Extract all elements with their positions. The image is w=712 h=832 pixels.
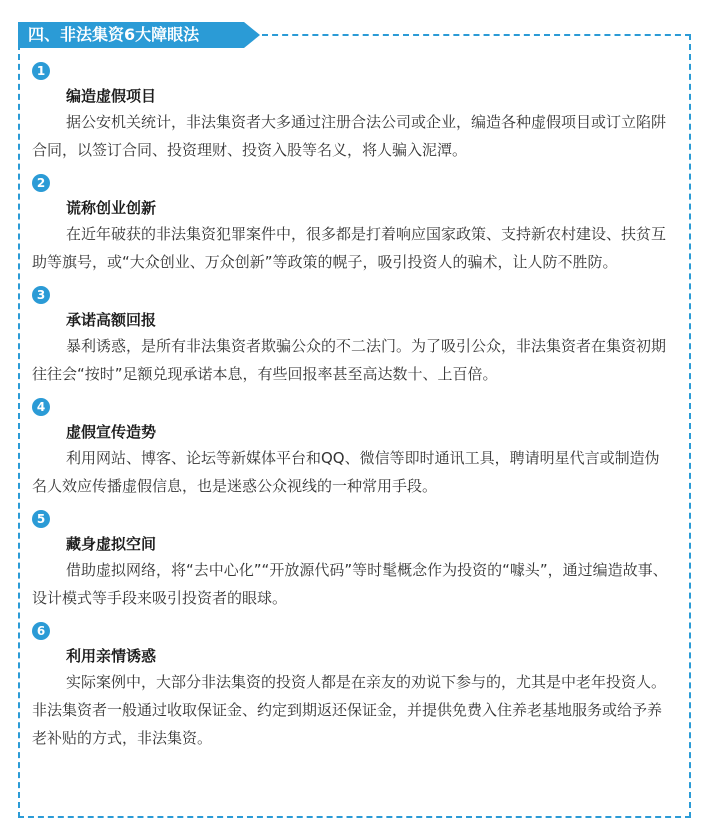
item-title: 虚假宣传造势 [66, 423, 157, 441]
section-heading: 四、非法集资6大障眼法 [18, 22, 244, 48]
item-body: 在近年破获的非法集资犯罪案件中，很多都是打着响应国家政策、支持新农村建设、扶贫互助等旗号，或“大众创业、万众创新”等政策的幌子，吸引投资人的骗术，让人防不胜防。 [32, 225, 667, 271]
item-body: 据公安机关统计，非法集资者大多通过注册合法公司或企业，编造各种虚假项目或订立陷阱合同，以签订合同、投资理财、投资入股等名义，将人骗入泥潭。 [32, 113, 667, 159]
item-title: 编造虚假项目 [66, 87, 157, 105]
item-6 [32, 622, 672, 752]
number-badge: 2 [32, 174, 50, 192]
heading-arrow [244, 22, 260, 48]
item-2 [32, 174, 672, 276]
top-dashed-line [262, 34, 691, 36]
item-body: 实际案例中，大部分非法集资的投资人都是在亲友的劝说下参与的，尤其是中老年投资人。非法集资者一般通过收取保证金、约定到期返还保证金，并提供免费入住养老基地服务或给予养老补贴的方式，非法集资。 [32, 673, 667, 747]
item-title: 谎称创业创新 [66, 199, 157, 217]
item-3 [32, 286, 672, 388]
item-1 [32, 62, 672, 164]
item-title: 承诺高额回报 [66, 311, 157, 329]
item-body: 利用网站、博客、论坛等新媒体平台和QQ、微信等即时通讯工具，聘请明星代言或制造伪名人效应传播虚假信息，也是迷惑公众视线的一种常用手段。 [32, 449, 660, 495]
item-list [32, 62, 672, 762]
number-badge: 3 [32, 286, 50, 304]
item-4 [32, 398, 672, 500]
number-badge: 1 [32, 62, 50, 80]
item-title: 藏身虚拟空间 [66, 535, 157, 553]
number-badge: 6 [32, 622, 50, 640]
item-body: 借助虚拟网络，将“去中心化”“开放源代码”等时髦概念作为投资的“噱头”，通过编造故事、设计模式等手段来吸引投资者的眼球。 [32, 561, 668, 607]
number-badge: 4 [32, 398, 50, 416]
item-5 [32, 510, 672, 612]
number-badge: 5 [32, 510, 50, 528]
item-title: 利用亲情诱惑 [66, 647, 157, 665]
item-body: 暴利诱惑，是所有非法集资者欺骗公众的不二法门。为了吸引公众，非法集资者在集资初期往往会“按时”足额兑现承诺本息，有些回报率甚至高达数十、上百倍。 [32, 337, 667, 383]
